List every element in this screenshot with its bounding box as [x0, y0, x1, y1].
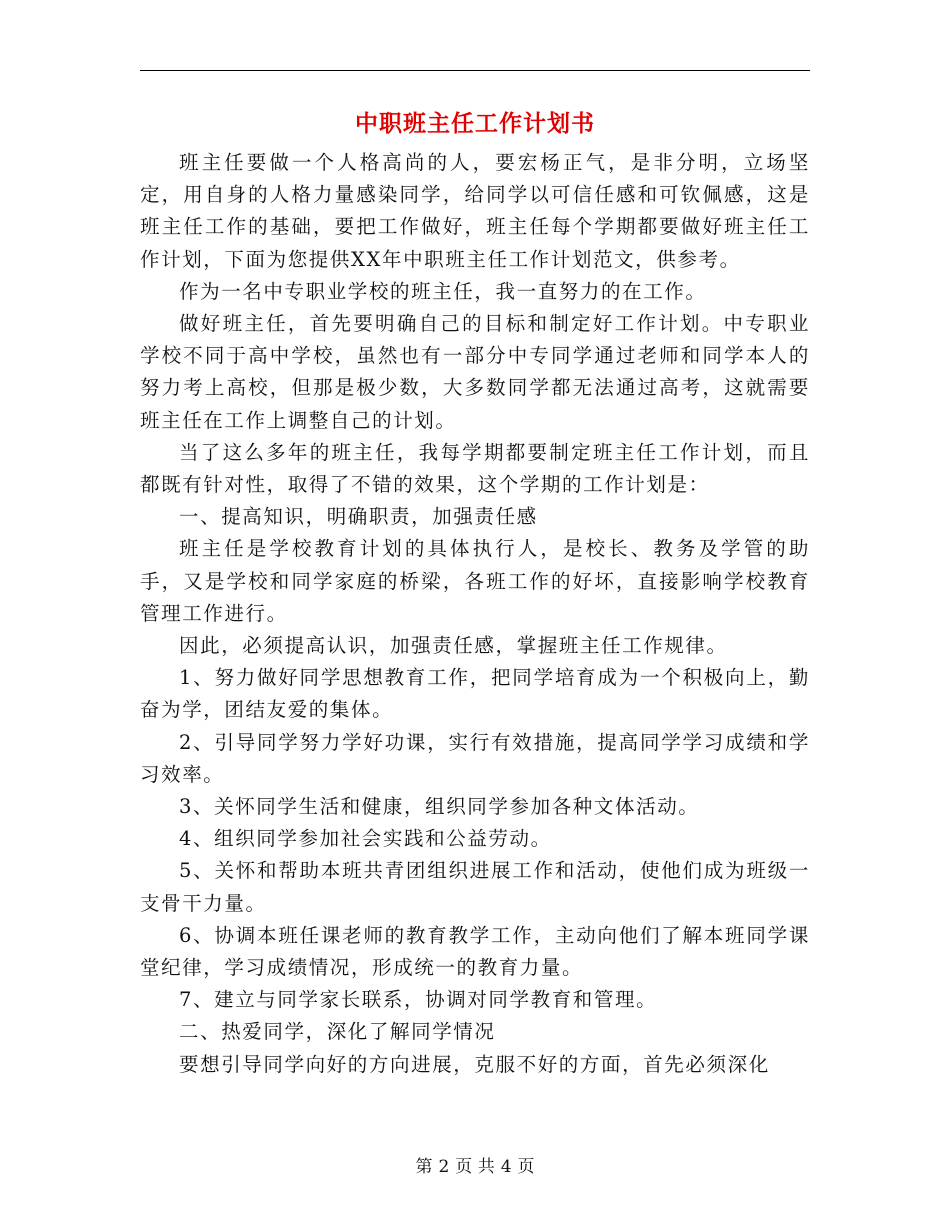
list-item: 2、引导同学努力学好功课，实行有效措施，提高同学学习成绩和学习效率。 — [140, 730, 810, 786]
footer-middle: 页 共 — [455, 1157, 495, 1177]
paragraph: 当了这么多年的班主任，我每学期都要制定班主任工作计划，而且都既有针对性，取得了不错的效果，这个学期的工作计划是： — [140, 440, 810, 497]
paragraph: 因此，必须提高认识，加强责任感，掌握班主任工作规律。 — [179, 634, 728, 658]
paragraph: 作为一名中专职业学校的班主任，我一直努力的在工作。 — [179, 279, 707, 303]
list-item: 7、建立与同学家长联系，协调对同学教育和管理。 — [179, 988, 658, 1012]
header-rule — [140, 70, 810, 71]
list-item: 1、努力做好同学思想教育工作，把同学培育成为一个积极向上，勤奋为学，团结友爱的集体。 — [140, 666, 810, 722]
list-item: 5、关怀和帮助本班共青团组织进展工作和活动，使他们成为班级一支骨干力量。 — [140, 859, 810, 915]
paragraph: 要想引导同学向好的方向进展，克服不好的方面，首先必须深化 — [179, 1052, 770, 1076]
list-item: 6、协调本班任课老师的教育教学工作，主动向他们了解本班同学课堂纪律，学习成绩情况，形成统一的教育力量。 — [140, 923, 810, 980]
footer-total-pages: 4 — [500, 1157, 512, 1177]
section-heading: 一、提高知识，明确职责，加强责任感 — [179, 505, 538, 529]
document-title: 中职班主任工作计划书 — [355, 110, 595, 137]
footer-suffix: 页 — [517, 1157, 535, 1177]
list-item: 3、关怀同学生活和健康，组织同学参加各种文体活动。 — [179, 795, 700, 819]
footer-page-number: 2 — [438, 1157, 450, 1177]
footer-prefix: 第 — [415, 1157, 433, 1177]
paragraph: 做好班主任，首先要明确自己的目标和制定好工作计划。中专职业学校不同于高中学校，虽然也有一部分中专同学通过老师和同学本人的努力考上高校，但那是极少数，大多数同学都无法通过高考，这就需要班主任在工作上调整自己的计划。 — [140, 312, 810, 432]
document-body — [140, 147, 810, 1081]
section-heading: 二、热爱同学，深化了解同学情况 — [179, 1020, 496, 1044]
paragraph: 班主任是学校教育计划的具体执行人，是校长、教务及学管的助手，又是学校和同学家庭的桥梁，各班工作的好坏，直接影响学校教育管理工作进行。 — [140, 537, 810, 625]
list-item: 4、组织同学参加社会实践和公益劳动。 — [179, 827, 552, 851]
paragraph: 班主任要做一个人格高尚的人，要宏杨正气，是非分明，立场坚定，用自身的人格力量感染同学，给同学以可信任感和可钦佩感，这是班主任工作的基础，要把工作做好，班主任每个学期都要做好班主任工作计划，下面为您提供XX年中职班主任工作计划范文，供参考。 — [140, 151, 810, 271]
page-footer — [140, 1152, 810, 1177]
